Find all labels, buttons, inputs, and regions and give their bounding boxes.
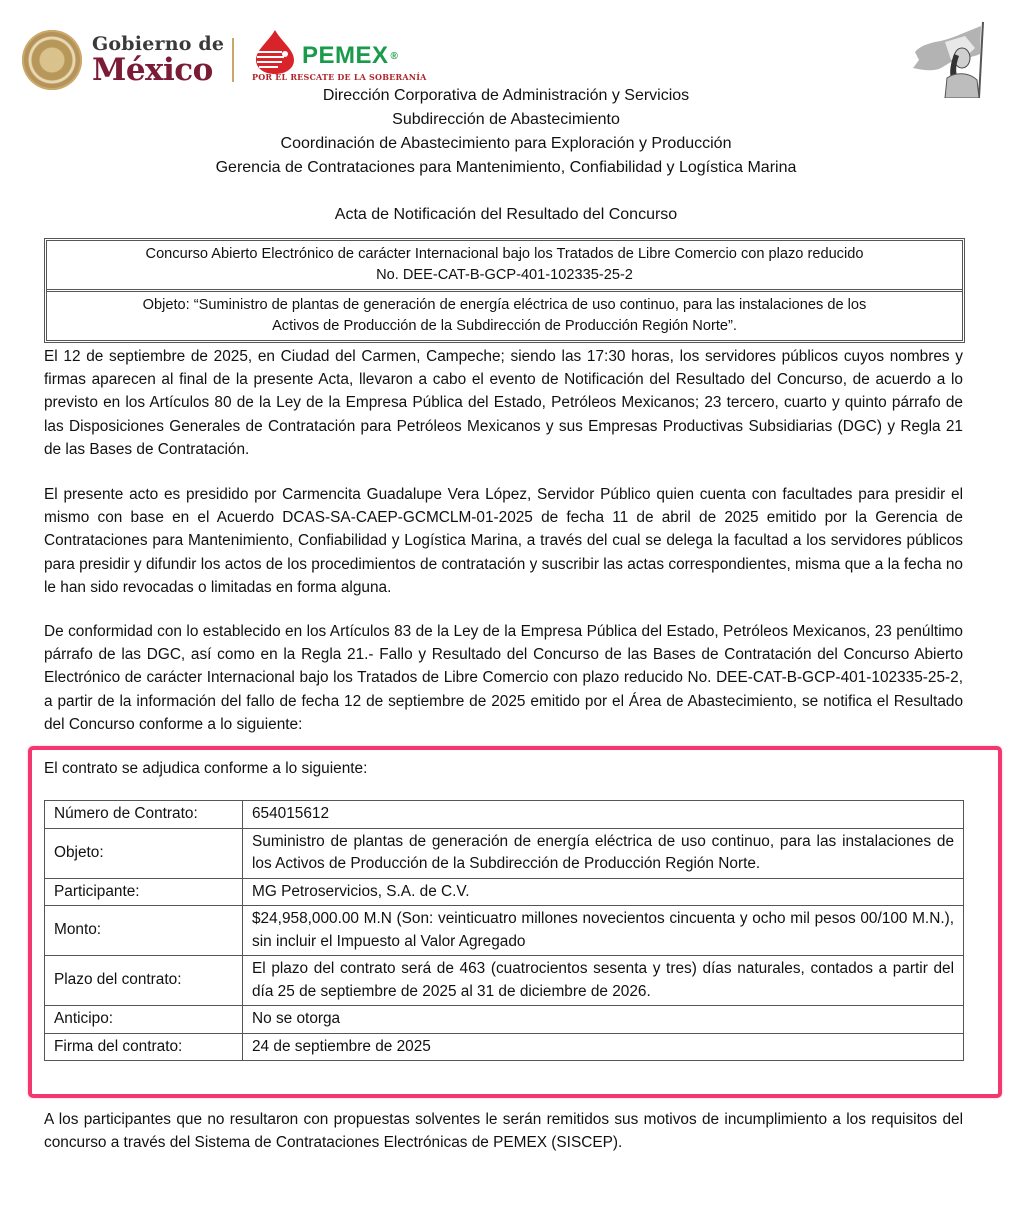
row-value-participante: MG Petroservicios, S.A. de C.V. — [243, 878, 964, 906]
page-title: Acta de Notificación del Resultado del Concurso — [334, 206, 678, 223]
row-label-objeto: Objeto: — [45, 828, 243, 878]
gobierno-big-text: México — [92, 51, 213, 88]
mexico-seal-icon — [22, 30, 82, 90]
concurso-number: No. DEE-CAT-B-GCP-401-102335-25-2 — [376, 267, 633, 283]
gobierno-small-text: Gobierno de — [92, 32, 225, 55]
logo-divider — [232, 38, 234, 82]
pemex-drop-logo-icon — [252, 28, 298, 74]
paragraph-closing: A los participantes que no resultaron con propuestas solventes le serán remitidos sus motivos de incumplimiento a los requisitos del concurso a través del Sistema de Contrataciones Electrónicas de PEMEX (SISCEP). — [44, 1111, 963, 1152]
registered-mark: ® — [390, 51, 399, 63]
concurso-type-text: Concurso Abierto Electrónico de carácter Internacional bajo los Tratados de Libre Comercio con plazo reducido — [145, 246, 864, 262]
table-row — [45, 1006, 964, 1034]
table-row — [45, 828, 964, 878]
adjudication-intro: El contrato se adjudica conforme a lo siguiente: — [44, 760, 368, 777]
title-line-gerencia: Gerencia de Contrataciones para Mantenimiento, Confiabilidad y Logística Marina — [215, 159, 797, 176]
title-line-direccion: Dirección Corporativa de Administración y Servicios — [322, 87, 690, 104]
pemex-wordmark: PEMEX — [302, 42, 389, 69]
table-row — [45, 906, 964, 956]
row-value-objeto: Suministro de plantas de generación de energía eléctrica de uso continuo, para las instalaciones de los Activos de Producción de la Subdirección de Producción Región Norte. — [243, 828, 964, 878]
row-value-plazo: El plazo del contrato será de 463 (cuatrocientos sesenta y tres) días naturales, contados a partir del día 25 de septiembre de 2025 al 31 de diciembre de 2026. — [243, 956, 964, 1006]
concurso-type-row — [47, 241, 962, 289]
concurso-objeto-line1: Objeto: “Suministro de plantas de generación de energía eléctrica de uso continuo, para las instalaciones de los — [142, 297, 867, 313]
row-label-numero-contrato: Número de Contrato: — [45, 801, 243, 829]
table-row — [45, 878, 964, 906]
row-label-plazo: Plazo del contrato: — [45, 956, 243, 1006]
row-label-anticipo: Anticipo: — [45, 1006, 243, 1034]
title-line-subdireccion: Subdirección de Abastecimiento — [392, 111, 620, 128]
row-value-firma: 24 de septiembre de 2025 — [243, 1033, 964, 1061]
pemex-logo — [252, 28, 427, 84]
row-value-anticipo: No se otorga — [243, 1006, 964, 1034]
document-header — [0, 0, 1028, 90]
row-value-monto: $24,958,000.00 M.N (Son: veinticuatro millones novecientos cincuenta y ocho mil pesos 00/100 M.N.), sin incluir el Impuesto al Valor Agregado — [243, 906, 964, 956]
table-row — [45, 1033, 964, 1061]
row-label-participante: Participante: — [45, 878, 243, 906]
paragraph-event-details: El 12 de septiembre de 2025, en Ciudad del Carmen, Campeche; siendo las 17:30 horas, los servidores públicos cuyos nombres y firmas aparecen al final de la presente Acta, llevaron a cabo el evento de Notificación del Resultado del Concurso, de acuerdo a lo previsto en los Artículos 80 de la Ley de la Empresa Pública del Estado, Petróleos Mexicanos; 23 tercero, cuarto y quinto párrafo de las Disposiciones Generales de Contratación para Petróleos Mexicanos y sus Empresas Productivas Subsidiarias (DGC) y Regla 21 de las Bases de Contratación. — [44, 348, 963, 458]
paragraph-presidency: El presente acto es presidido por Carmencita Guadalupe Vera López, Servidor Público quien cuenta con facultades para presidir el mismo con base en el Acuerdo DCAS-SA-CAEP-GCMCLM-01-2025 de fecha 11 de abril de 2025 emitido por la Gerencia de Contrataciones para Mantenimiento, Confiabilidad y Logística Marina, a través del cual se delega la facultad a los servidores públicos para presidir y difundir los actos de los procedimientos de contratación y suscribir las actas correspondientes, misma que a la fecha no le han sido revocadas o limitadas en forma alguna. — [44, 486, 963, 596]
concurso-objeto-row — [47, 289, 962, 340]
pemex-tagline: POR EL RESCATE DE LA SOBERANÍA — [252, 72, 427, 82]
title-line-coordinacion: Coordinación de Abastecimiento para Exploración y Producción — [280, 135, 732, 152]
contract-details-table — [44, 800, 964, 1061]
gobierno-de-mexico-logo — [22, 30, 224, 90]
concurso-objeto-line2: Activos de Producción de la Subdirección de Producción Región Norte”. — [272, 318, 737, 334]
table-row — [45, 801, 964, 829]
department-titles — [0, 84, 1012, 180]
table-row — [45, 956, 964, 1006]
row-label-firma: Firma del contrato: — [45, 1033, 243, 1061]
row-label-monto: Monto: — [45, 906, 243, 956]
concurso-info-box — [44, 238, 965, 343]
paragraph-legal-basis: De conformidad con lo establecido en los Artículos 83 de la Ley de la Empresa Pública del Estado, Petróleos Mexicanos, 23 penúltimo párrafo de las DGC, así como en la Regla 21.- Fallo y Resultado del Concurso de las Bases de Contratación del Concurso Abierto Electrónico de carácter Internacional bajo los Tratados de Libre Comercio con plazo reducido No. DEE-CAT-B-GCP-401-102335-25-2, a partir de la información del fallo de fecha 12 de septiembre de 2025 emitido por el Área de Abastecimiento, se notifica el Resultado del Concurso conforme a lo siguiente: — [44, 623, 963, 733]
row-value-numero-contrato: 654015612 — [243, 801, 964, 829]
